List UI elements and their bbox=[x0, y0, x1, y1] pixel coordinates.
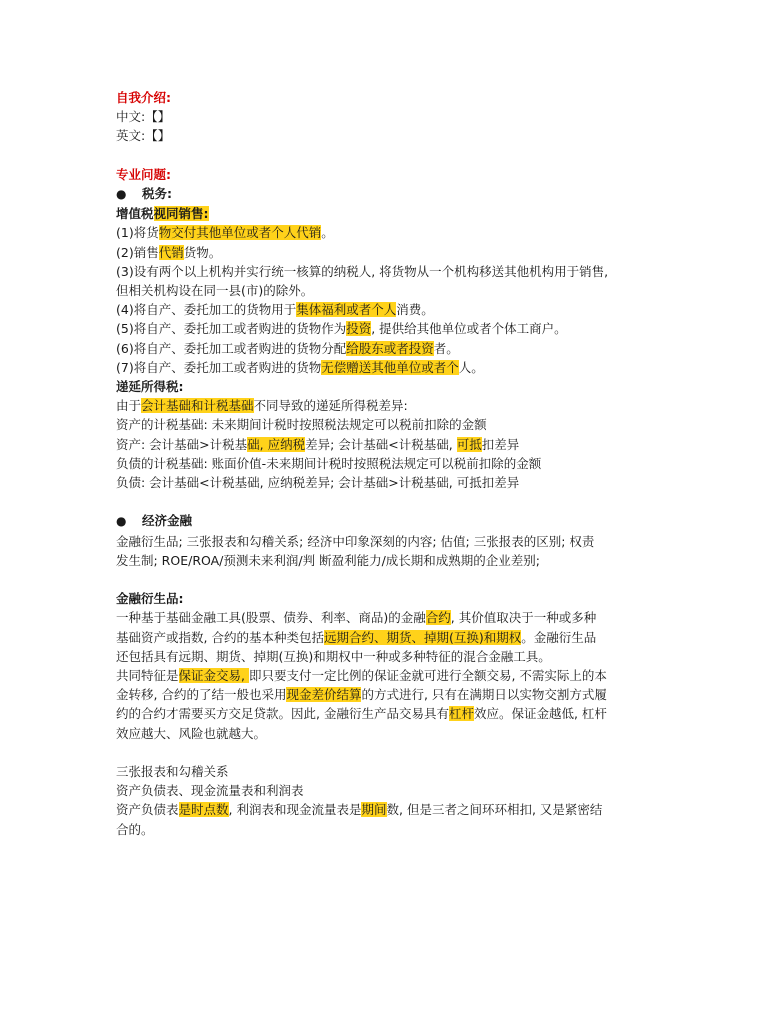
text-segment: 。 bbox=[321, 225, 334, 241]
text-segment: (3)设有两个以上机构并实行统一核算的纳税人, 将货物从一个机构移送其他机构用于销售, bbox=[116, 263, 609, 279]
text-segment: 效应。保证金越低, 杠杆 bbox=[473, 706, 607, 722]
derivatives-title: 金融衍生品: bbox=[116, 591, 184, 607]
text-segment: 还包括具有远期、期货、掉期(互换)和期权中一种或多种特征的混合金融工具。 bbox=[116, 648, 551, 664]
text-segment: 一种基于基础金融工具(股票、债券、利率、商品)的金融 bbox=[116, 610, 426, 626]
text-segment: 负债: 会计基础<计税基础, 应纳税差异; 会计基础>计税基础, 可抵扣差异 bbox=[116, 475, 520, 491]
highlight-segment: 远期合约、期货、掉期(互换)和期权 bbox=[323, 629, 522, 645]
text-segment: 人。 bbox=[458, 359, 484, 375]
vat-list-item bbox=[116, 319, 661, 338]
derivatives-paragraph bbox=[116, 608, 661, 742]
bullet-icon: ● bbox=[116, 187, 127, 201]
deferred-tax-title: 递延所得税: bbox=[116, 379, 184, 395]
highlight-segment: 杠杆 bbox=[448, 706, 474, 722]
statements-title: 三张报表和勾稽关系 bbox=[116, 764, 229, 780]
derivatives-line bbox=[116, 685, 661, 704]
text-segment: 差异; 会计基础<计税基础, bbox=[305, 436, 457, 452]
highlight-segment: 代销 bbox=[158, 244, 184, 260]
text-segment: (2)销售 bbox=[116, 244, 159, 260]
text-segment: 消费。 bbox=[396, 302, 434, 318]
highlight-segment: 合约 bbox=[425, 610, 451, 626]
derivatives-line bbox=[116, 724, 661, 743]
text-segment: 。金融衍生品 bbox=[521, 629, 597, 645]
text-segment: 货物。 bbox=[183, 244, 222, 260]
text-segment: , 提供给其他单位或者个体工商户。 bbox=[371, 321, 567, 337]
text-segment: 负债的计税基础: 账面价值-未来期间计税时按照税法规定可以税前扣除的金额 bbox=[116, 455, 542, 471]
text-segment: 资产: 会计基础>计税基 bbox=[116, 436, 248, 452]
text-segment: 共同特征是 bbox=[116, 668, 179, 684]
statements-line-1: 资产负债表、现金流量表和利润表 bbox=[116, 783, 304, 799]
text-segment: 金转移, 合约的了结一般也采用 bbox=[116, 687, 287, 703]
derivatives-line bbox=[116, 608, 661, 627]
text-segment: 基础资产或指数, 合约的基本种类包括 bbox=[116, 629, 324, 645]
vat-list-item bbox=[116, 300, 661, 319]
vat-list-item bbox=[116, 358, 661, 377]
derivatives-line bbox=[116, 704, 661, 723]
highlight-segment: 础, 应纳税 bbox=[247, 436, 306, 452]
highlight-segment: 集体福利或者个人 bbox=[296, 302, 397, 318]
econ-bullet-item bbox=[116, 511, 661, 531]
text-segment: 不同导致的递延所得税差异: bbox=[253, 398, 408, 414]
deferred-tax-list bbox=[116, 396, 661, 492]
text-segment: 数, 但是三者之间环环相扣, 又是紧密结 bbox=[386, 802, 603, 818]
highlight-segment: 会计基础和计税基础 bbox=[141, 398, 254, 414]
text-segment: 的方式进行, 只有在满期日以实物交割方式履 bbox=[361, 687, 607, 703]
bullet-icon: ● bbox=[116, 514, 127, 529]
econ-title: 经济金融 bbox=[142, 513, 193, 529]
vat-title bbox=[116, 204, 661, 223]
derivatives-line bbox=[116, 628, 661, 647]
tax-bullet-item bbox=[116, 184, 661, 204]
vat-prefix: 增值税 bbox=[116, 206, 154, 222]
intro-english: 英文:【】 bbox=[116, 128, 171, 144]
deferred-tax-line bbox=[116, 396, 661, 415]
highlight-segment: 无偿赠送其他单位或者个 bbox=[321, 359, 459, 375]
highlight-segment: 可抵 bbox=[456, 436, 482, 452]
statements-line-2 bbox=[116, 800, 661, 819]
vat-list-item bbox=[116, 243, 661, 262]
text-segment: 约的合约才需要买方交足贷款。因此, 金融衍生产品交易具有 bbox=[116, 706, 449, 722]
deferred-tax-line bbox=[116, 454, 661, 473]
highlight-segment: 给股东或者投资 bbox=[346, 340, 434, 356]
intro-chinese: 中文:【】 bbox=[116, 109, 171, 125]
statements-line-3: 合的。 bbox=[116, 821, 154, 837]
highlight-segment: 期间 bbox=[361, 802, 387, 818]
text-segment: 由于 bbox=[116, 398, 142, 414]
text-segment: (6)将自产、委托加工或者购进的货物分配 bbox=[116, 340, 347, 356]
deferred-tax-line bbox=[116, 435, 661, 454]
vat-list-item bbox=[116, 262, 661, 281]
text-segment: 资产的计税基础: 未来期间计税时按照税法规定可以税前扣除的金额 bbox=[116, 417, 487, 433]
highlight-segment: 投资 bbox=[346, 321, 372, 337]
intro-heading: 自我介绍: bbox=[116, 90, 171, 105]
vat-list-item bbox=[116, 223, 661, 242]
derivatives-line bbox=[116, 666, 661, 685]
econ-topics-line-1: 金融衍生品; 三张报表和勾稽关系; 经济中印象深刻的内容; 估值; 三张报表的区别; 权责 bbox=[116, 533, 595, 549]
text-segment: (5)将自产、委托加工或者购进的货物作为 bbox=[116, 321, 347, 337]
text-segment: 者。 bbox=[433, 340, 459, 356]
text-segment: 扣差异 bbox=[481, 436, 520, 452]
vat-list-item bbox=[116, 281, 661, 300]
text-segment: , 利润表和现金流量表是 bbox=[228, 802, 362, 818]
document-body bbox=[116, 88, 661, 839]
text-segment: 效应越大、风险也就越大。 bbox=[116, 725, 267, 741]
highlight-segment: 是时点数 bbox=[178, 802, 229, 818]
tax-title: 税务: bbox=[142, 186, 172, 201]
highlight-segment: 物交付其他单位或者个人代销 bbox=[158, 225, 322, 241]
text-segment: 即只要支付一定比例的保证金就可进行全额交易, 不需实际上的本 bbox=[248, 668, 607, 684]
deferred-tax-line bbox=[116, 473, 661, 492]
vat-list-item bbox=[116, 339, 661, 358]
deferred-tax-line bbox=[116, 415, 661, 434]
text-segment: 但相关机构设在同一县(市)的除外。 bbox=[116, 283, 314, 299]
highlight-segment: 保证金交易, bbox=[178, 668, 249, 684]
text-segment: , 其价值取决于一种或多种 bbox=[450, 610, 597, 626]
vat-highlight: 视同销售: bbox=[153, 206, 209, 222]
text-segment: (7)将自产、委托加工或者购进的货物 bbox=[116, 359, 322, 375]
vat-list bbox=[116, 223, 661, 377]
text-segment: 资产负债表 bbox=[116, 802, 179, 818]
text-segment: (4)将自产、委托加工的货物用于 bbox=[116, 302, 297, 318]
professional-heading: 专业问题: bbox=[116, 166, 171, 182]
derivatives-line bbox=[116, 647, 661, 666]
econ-topics-line-2: 发生制; ROE/ROA/预测未来利润/判 断盈利能力/成长期和成熟期的企业差别; bbox=[116, 552, 540, 568]
highlight-segment: 现金差价结算 bbox=[286, 687, 362, 703]
text-segment: (1)将货 bbox=[116, 225, 159, 241]
